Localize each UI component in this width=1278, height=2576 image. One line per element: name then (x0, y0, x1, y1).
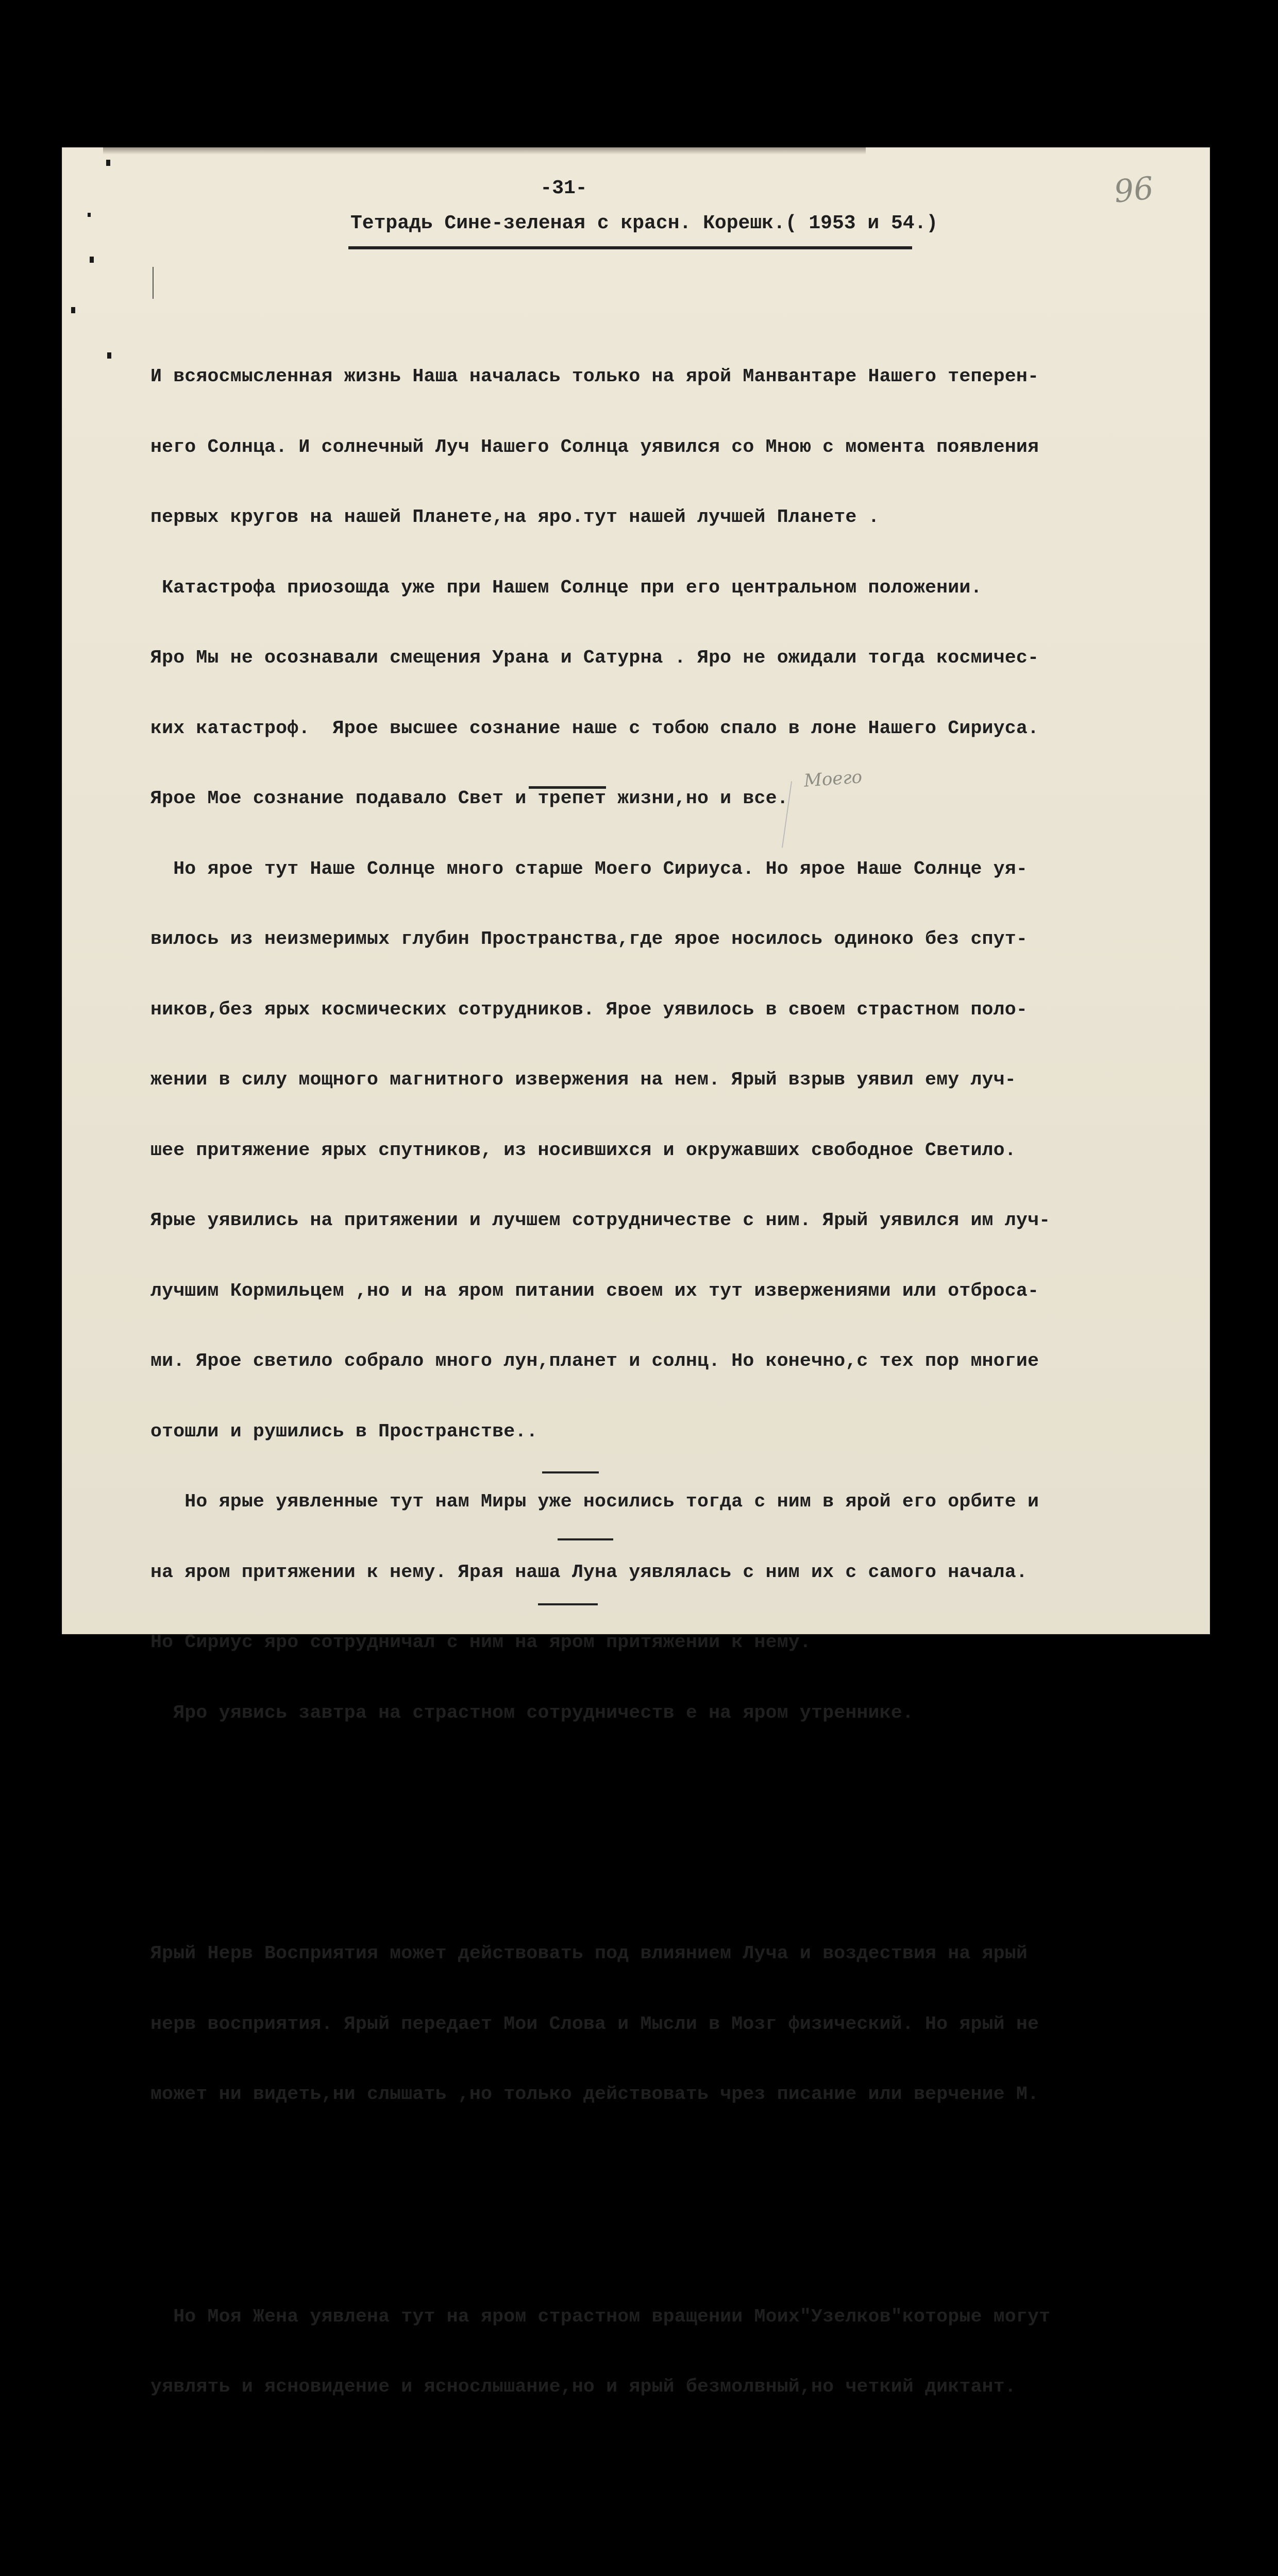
handwritten-folio-number: 96 (1113, 170, 1155, 210)
text-line: лучшим Кормильцем ,но и на яром питании своем их тут извержениями или отброса- (150, 1279, 1212, 1303)
punch-mark (88, 213, 91, 217)
text-line: может ни видеть,ни слышать ,но только действовать чрез писание или верчение М. (150, 2082, 1212, 2106)
text-line: нерв восприятия. Ярый передает Мои Слова и Мысли в Мозг физический. Но ярый не (150, 2012, 1212, 2036)
text-line: Ярые уявились на притяжении и лучшем сотрудничестве с ним. Ярый уявился им луч- (150, 1209, 1212, 1232)
punch-mark (106, 160, 110, 166)
paragraph (150, 318, 1212, 1771)
text-line: Яро Мы не осознавали смещения Урана и Сатурна . Яро не ожидали тогда космичес- (150, 646, 1212, 670)
text-line: вилось из неизмеримых глубин Пространства,где ярое носилось одиноко без спут- (150, 927, 1212, 951)
page-number (62, 177, 1210, 199)
text-line: шее притяжение ярых спутников, из носившихся и окружавших свободное Светило. (150, 1139, 1212, 1162)
punch-mark (71, 307, 75, 313)
text-line: него Солнца. И солнечный Луч Нашего Солнца уявился со Мною с момента появления (150, 435, 1212, 459)
paragraph (150, 2551, 1212, 2576)
spacer (150, 1818, 1212, 1848)
pencil-annotation: Моего (803, 767, 863, 791)
document-page (62, 147, 1210, 1634)
text-line: Но Сириус яро сотрудничал с ним на яром притяжении к нему. (150, 1631, 1212, 1654)
paragraph (150, 1895, 1212, 2153)
text-line: ми. Ярое светило собрало много лун,планет и солнц. Но конечно,с тех пор многие (150, 1349, 1212, 1373)
text-line: Но Моя Жена уявлена тут на яром страстном вращении Моих"Узелков"которые могут (150, 2305, 1212, 2329)
scan-shadow (103, 147, 866, 155)
text-line: первых кругов на нашей Планете,на яро.тут нашей лучшей Планете . (150, 505, 1212, 529)
text-line: Катастрофа приозошда уже при Нашем Солнце при его центральном положении. (150, 576, 1212, 600)
spacer (150, 2200, 1212, 2211)
punch-mark (90, 257, 94, 263)
text-line: уявлять и ясновидение и яснослышание,но и ярый безмолвный,но четкий диктант. (150, 2375, 1212, 2399)
text-line: жении в силу мощного магнитного извержения на нем. Ярый взрыв уявил ему луч- (150, 1068, 1212, 1092)
punch-mark (107, 352, 111, 359)
document-title: Тетрадь Сине-зеленая с красн. Корешк.( 1953 и 54.) (350, 212, 938, 234)
title-underline (348, 246, 912, 249)
text-line: Ярое Мое сознание подавало Свет и трепет жизни,но и все. (150, 787, 1212, 810)
text-line: Но ярые уявленные тут нам Миры уже носились тогда с ним в ярой его орбите и (150, 1490, 1212, 1514)
page-number-text: -31- (540, 177, 587, 199)
text-line: ких катастроф. Ярое высшее сознание наше с тобою спало в лоне Нашего Сириуса. (150, 717, 1212, 740)
text-line: ников,без ярых космических сотрудников. Ярое уявилось в своем страстном поло- (150, 998, 1212, 1022)
paragraph (150, 2258, 1212, 2446)
text-line: отошли и рушились в Пространстве.. (150, 1420, 1212, 1444)
text-line: Яро уявись завтра на страстном сотрудничеств е на яром утреннике. (150, 1701, 1212, 1725)
text-line: Ярый Нерв Восприятия может действовать под влиянием Луча и воздествия на ярый (150, 1942, 1212, 1965)
text-line: Но ярое тут Наше Солнце много старше Моего Сириуса. Но ярое Наше Солнце уя- (150, 857, 1212, 881)
text-line: на яром притяжении к нему. Ярая наша Луна уявлялась с ним их с самого начала. (150, 1561, 1212, 1584)
text-line: И всяосмысленная жизнь Наша началась только на ярой Манвантаре Нашего теперен- (150, 365, 1212, 388)
spacer (150, 2493, 1212, 2504)
document-body (150, 271, 1212, 2576)
